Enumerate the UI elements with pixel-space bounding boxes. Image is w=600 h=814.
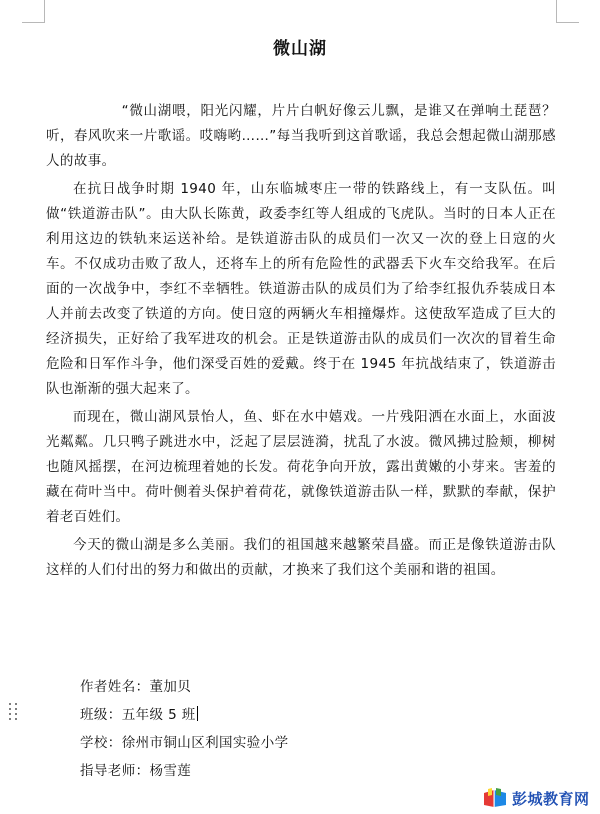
author-info-block[interactable] <box>80 673 289 785</box>
class-line[interactable] <box>80 701 289 729</box>
paragraph-4[interactable]: 今天的微山湖是多么美丽。我们的祖国越来越繁荣昌盛。而正是像铁道游击队这样的人们付出的努力和做出的贡献，才换来了我们这个美丽和谐的祖国。 <box>46 537 556 578</box>
paragraph-2[interactable]: 在抗日战争时期 1940 年，山东临城枣庄一带的铁路线上，有一支队伍。叫做“铁道游击队”。由大队长陈黄，政委李红等人组成的飞虎队。当时的日本人正在利用这边的铁轨来运送补给。是铁道游击队的成员们一次又一次的登上日寇的火车。不仅成功击败了敌人，还将车上的所有危险性的武器丢下火车交给我军。在后面的一次战争中，李红不幸牺牲。铁道游击队的成员们为了给李红报仇乔装成日本人并前去改变了铁道的方向。使日寇的两辆火车相撞爆炸。这使敌军造成了巨大的经济损失，正好给了我军进攻的机会。正是铁道游击队的成员们一次次的冒着生命危险和日军作斗争，他们深受百姓的爱戴。终于在 1945 年抗战结束了，铁道游击队也渐渐的强大起来了。 <box>46 181 556 397</box>
colored-books-icon <box>482 787 508 809</box>
teacher-label: 指导老师： <box>80 763 150 779</box>
table-move-handle-icon[interactable] <box>9 703 19 721</box>
document-title: 微山湖 <box>273 39 327 59</box>
author-name-line[interactable] <box>80 673 289 701</box>
site-watermark <box>482 785 598 811</box>
paragraph-1[interactable]: “微山湖喂，阳光闪耀，片片白帆好像云儿飘，是谁又在弹响土琵琶？听，春风吹来一片歌谣。哎嗨哟……”每当我听到这首歌谣，我总会想起微山湖那感人的故事。 <box>46 103 556 169</box>
page-corner-mark-left <box>22 0 45 23</box>
document-body[interactable] <box>46 99 556 586</box>
teacher-value: 杨雪莲 <box>149 763 192 779</box>
paragraph-3[interactable]: 而现在，微山湖风景怡人，鱼、虾在水中嬉戏。一片残阳洒在水面上，水面波光粼粼。几只鸭子跳进水中，泛起了层层涟漪，扰乱了水波。微风拂过脸颊，柳树也随风摇摆，在河边梳理着她的长发。荷花争向开放，露出黄嫩的小芽来。害羞的藏在荷叶当中。荷叶侧着头保护着荷花，就像铁道游击队一样，默默的奉献，保护着老百姓们。 <box>46 409 556 525</box>
class-value: 五年级 5 班 <box>121 707 196 723</box>
page-corner-mark-right <box>556 0 579 23</box>
teacher-line[interactable] <box>80 757 289 785</box>
school-value: 徐州市铜山区利国实验小学 <box>121 735 289 751</box>
author-name-label: 作者姓名： <box>80 679 150 695</box>
text-cursor <box>197 706 198 721</box>
watermark-text: 彭城教育网 <box>512 790 590 808</box>
school-label: 学校： <box>80 735 122 751</box>
author-name-value: 董加贝 <box>149 679 192 695</box>
class-label: 班级： <box>80 707 122 723</box>
school-line[interactable] <box>80 729 289 757</box>
